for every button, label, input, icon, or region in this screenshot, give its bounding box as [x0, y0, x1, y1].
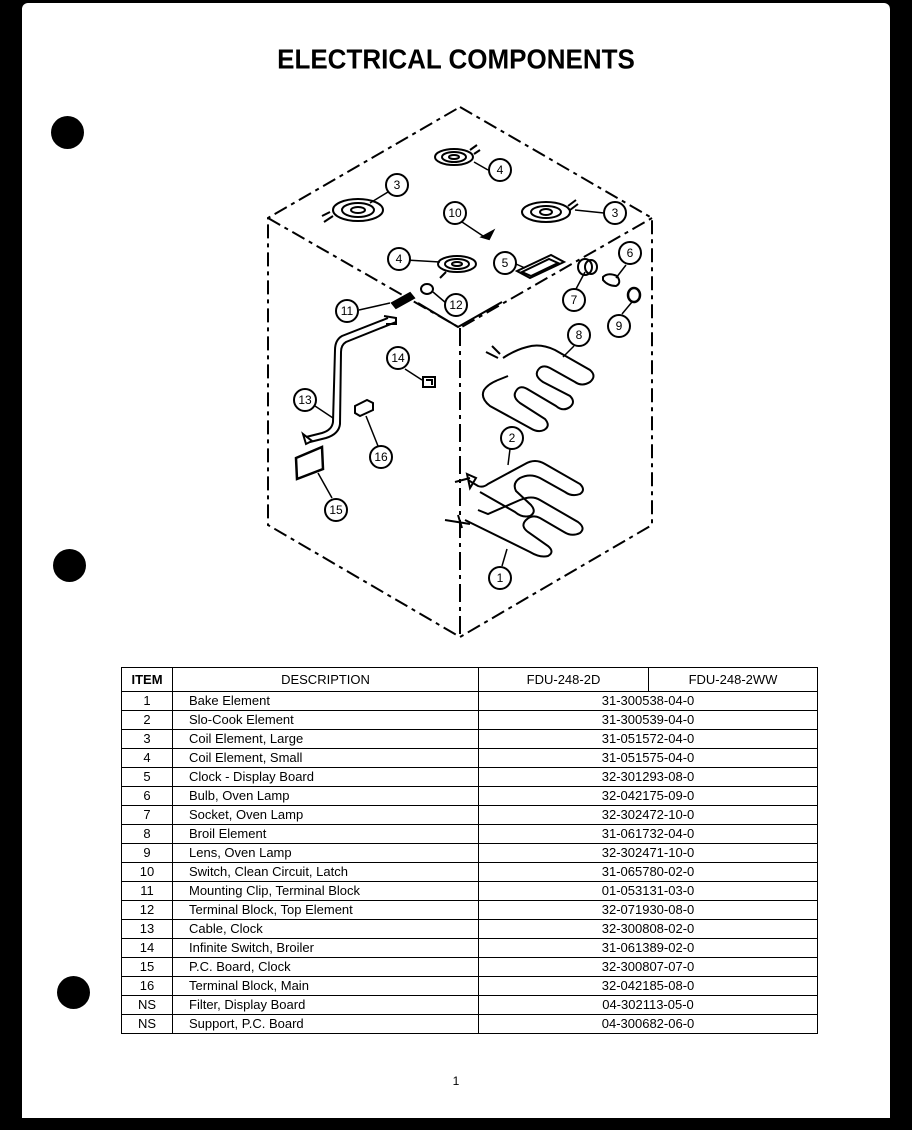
- description-cell: Mounting Clip, Terminal Block: [173, 882, 479, 901]
- callout-15: [325, 499, 347, 521]
- header-model-1: FDU-248-2D: [479, 668, 649, 692]
- table-row: [122, 806, 818, 825]
- part-number-cell: 31-065780-02-0: [479, 863, 818, 882]
- item-number-cell: 11: [122, 882, 173, 901]
- callout-11: [336, 300, 358, 322]
- table-row: [122, 749, 818, 768]
- callout-3a: [386, 174, 408, 196]
- lamp-socket-icon: [578, 259, 597, 275]
- part-number-cell: 32-042175-09-0: [479, 787, 818, 806]
- description-cell: Bake Element: [173, 692, 479, 711]
- terminal-block-top-icon: [421, 284, 433, 294]
- svg-text:9: 9: [615, 319, 623, 333]
- table-row: [122, 1015, 818, 1034]
- table-row: [122, 863, 818, 882]
- description-cell: Coil Element, Large: [173, 730, 479, 749]
- item-number-cell: 6: [122, 787, 173, 806]
- description-cell: Lens, Oven Lamp: [173, 844, 479, 863]
- svg-text:13: 13: [298, 393, 312, 407]
- item-number-cell: 8: [122, 825, 173, 844]
- item-number-cell: 10: [122, 863, 173, 882]
- description-cell: Clock - Display Board: [173, 768, 479, 787]
- callout-16: [370, 446, 392, 468]
- item-number-cell: 14: [122, 939, 173, 958]
- table-row: [122, 711, 818, 730]
- item-number-cell: 2: [122, 711, 173, 730]
- description-cell: Bulb, Oven Lamp: [173, 787, 479, 806]
- callout-1: [489, 567, 511, 589]
- part-number-cell: 32-300807-07-0: [479, 958, 818, 977]
- table-row: [122, 977, 818, 996]
- callout-13: [294, 389, 316, 411]
- description-cell: Slo-Cook Element: [173, 711, 479, 730]
- part-number-cell: 32-300808-02-0: [479, 920, 818, 939]
- description-cell: Socket, Oven Lamp: [173, 806, 479, 825]
- item-number-cell: 9: [122, 844, 173, 863]
- callout-7: [563, 289, 585, 311]
- item-number-cell: 7: [122, 806, 173, 825]
- coil-element-small-front-icon: [438, 256, 476, 278]
- part-number-cell: 04-300682-06-0: [479, 1015, 818, 1034]
- callout-4a: [489, 159, 511, 181]
- bake-element-icon: [445, 498, 583, 557]
- coil-element-large-left-icon: [322, 199, 383, 222]
- svg-text:1: 1: [496, 571, 504, 585]
- description-cell: Filter, Display Board: [173, 996, 479, 1015]
- description-cell: Support, P.C. Board: [173, 1015, 479, 1034]
- terminal-block-main-icon: [355, 400, 373, 416]
- item-number-cell: 3: [122, 730, 173, 749]
- item-number-cell: 13: [122, 920, 173, 939]
- part-number-cell: 31-051572-04-0: [479, 730, 818, 749]
- callout-4b: [388, 248, 410, 270]
- item-number-cell: 1: [122, 692, 173, 711]
- header-item: ITEM: [122, 668, 173, 692]
- mounting-clip-icon: [392, 293, 414, 308]
- part-number-cell: 32-071930-08-0: [479, 901, 818, 920]
- part-number-cell: 32-301293-08-0: [479, 768, 818, 787]
- description-cell: Infinite Switch, Broiler: [173, 939, 479, 958]
- part-number-cell: 32-042185-08-0: [479, 977, 818, 996]
- part-number-cell: 31-300539-04-0: [479, 711, 818, 730]
- part-number-cell: 32-302472-10-0: [479, 806, 818, 825]
- parts-table: [121, 667, 818, 1034]
- callout-6: [619, 242, 641, 264]
- svg-text:11: 11: [340, 304, 354, 318]
- coil-element-small-back-icon: [435, 145, 480, 165]
- table-row: [122, 844, 818, 863]
- callout-9: [608, 315, 630, 337]
- callout-10: [444, 202, 466, 224]
- item-number-cell: 12: [122, 901, 173, 920]
- part-number-cell: 04-302113-05-0: [479, 996, 818, 1015]
- lamp-lens-icon: [628, 288, 640, 302]
- slo-cook-element-icon: [455, 461, 583, 517]
- table-row: [122, 787, 818, 806]
- description-cell: P.C. Board, Clock: [173, 958, 479, 977]
- part-number-cell: 31-061389-02-0: [479, 939, 818, 958]
- clock-cable-icon: [303, 316, 396, 444]
- description-cell: Switch, Clean Circuit, Latch: [173, 863, 479, 882]
- svg-text:6: 6: [626, 246, 634, 260]
- table-row: [122, 939, 818, 958]
- broil-element-icon: [483, 346, 594, 432]
- description-cell: Broil Element: [173, 825, 479, 844]
- svg-text:15: 15: [329, 503, 343, 517]
- svg-text:16: 16: [374, 450, 388, 464]
- coil-element-large-right-icon: [522, 200, 578, 222]
- svg-text:12: 12: [449, 298, 463, 312]
- item-number-cell: NS: [122, 996, 173, 1015]
- callout-2: [501, 427, 523, 449]
- item-number-cell: 4: [122, 749, 173, 768]
- callout-5: [494, 252, 516, 274]
- callout-3b: [604, 202, 626, 224]
- latch-switch-icon: [482, 231, 493, 239]
- page-number: 1: [452, 1074, 460, 1088]
- table-header-row: [122, 668, 818, 692]
- callout-14: [387, 347, 409, 369]
- item-number-cell: NS: [122, 1015, 173, 1034]
- header-description: DESCRIPTION: [173, 668, 479, 692]
- svg-text:4: 4: [496, 163, 504, 177]
- svg-text:3: 3: [611, 206, 619, 220]
- binder-hole-bottom: [57, 976, 90, 1009]
- description-cell: Terminal Block, Main: [173, 977, 479, 996]
- part-number-cell: 31-061732-04-0: [479, 825, 818, 844]
- table-row: [122, 958, 818, 977]
- svg-text:14: 14: [391, 351, 405, 365]
- page-title: ELECTRICAL COMPONENTS: [277, 43, 635, 75]
- table-row: [122, 920, 818, 939]
- svg-text:2: 2: [508, 431, 516, 445]
- callout-8: [568, 324, 590, 346]
- table-row: [122, 768, 818, 787]
- item-number-cell: 15: [122, 958, 173, 977]
- part-number-cell: 01-053131-03-0: [479, 882, 818, 901]
- table-row: [122, 825, 818, 844]
- clock-display-board-icon: [517, 255, 564, 278]
- table-row: [122, 730, 818, 749]
- part-number-cell: 31-300538-04-0: [479, 692, 818, 711]
- table-row: [122, 692, 818, 711]
- callout-12: [445, 294, 467, 316]
- svg-text:7: 7: [570, 293, 578, 307]
- svg-text:3: 3: [393, 178, 401, 192]
- description-cell: Terminal Block, Top Element: [173, 901, 479, 920]
- part-number-cell: 31-051575-04-0: [479, 749, 818, 768]
- svg-text:10: 10: [448, 206, 462, 220]
- broiler-infinite-switch-icon: [423, 377, 435, 387]
- part-number-cell: 32-302471-10-0: [479, 844, 818, 863]
- svg-text:5: 5: [501, 256, 509, 270]
- description-cell: Cable, Clock: [173, 920, 479, 939]
- item-number-cell: 16: [122, 977, 173, 996]
- svg-text:8: 8: [575, 328, 583, 342]
- item-number-cell: 5: [122, 768, 173, 787]
- table-row: [122, 996, 818, 1015]
- description-cell: Coil Element, Small: [173, 749, 479, 768]
- header-model-2: FDU-248-2WW: [649, 668, 818, 692]
- table-row: [122, 901, 818, 920]
- table-row: [122, 882, 818, 901]
- svg-text:4: 4: [395, 252, 403, 266]
